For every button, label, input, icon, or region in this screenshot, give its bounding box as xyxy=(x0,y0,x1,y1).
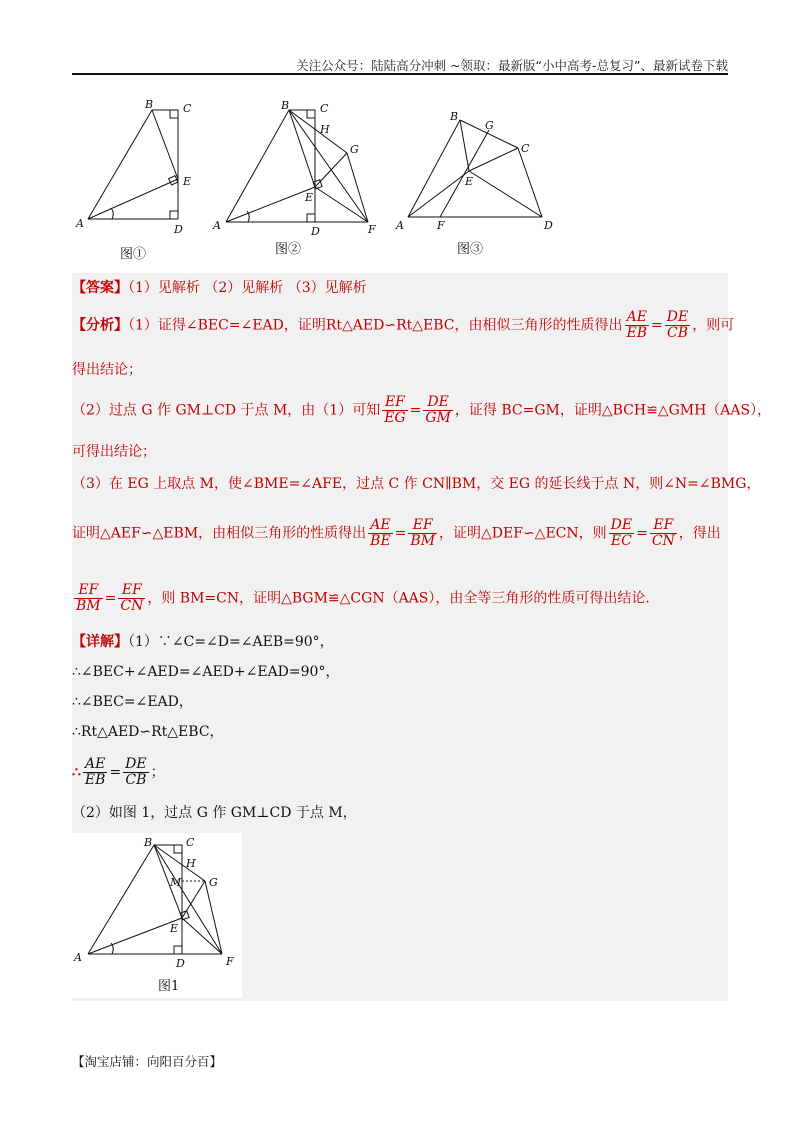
detail-line-3: ∴∠BEC=∠EAD， xyxy=(72,694,193,710)
answer-line xyxy=(72,278,367,298)
fraction: $\frac{DE}{EC}$ xyxy=(610,517,633,549)
fraction: $\frac{EF}{BM}$ xyxy=(410,517,436,549)
fig4-label-f: F xyxy=(226,955,234,968)
fig3-label-b: B xyxy=(450,110,459,123)
therefore-symbol: ∴ xyxy=(72,764,81,781)
fig4-label-c: C xyxy=(186,836,195,849)
analysis-text: （2）过点 G 作 GM⊥CD 于点 M，由（1）可知 xyxy=(72,402,381,419)
analysis-label: 【分析】 xyxy=(72,317,128,334)
analysis-text: （1）证得∠BEC=∠EAD，证明Rt△AED∽Rt△EBC，由相似三角形的性质得出 xyxy=(128,317,623,334)
analysis-text: ，证明△DEF∽△ECN，则 xyxy=(439,525,607,542)
fig2-label-h: H xyxy=(320,123,330,136)
fraction: $\frac{AE}{EB}$ xyxy=(84,756,106,788)
fraction: $\frac{DE}{CB}$ xyxy=(125,756,147,788)
fig1-label-a: A xyxy=(76,217,84,230)
page-header: 关注公众号：陆陆高分冲刺 ~领取：最新版“小中高考-总复习”、最新试卷下载 xyxy=(296,58,728,73)
fig2-label-f: F xyxy=(368,223,376,236)
header-rule xyxy=(72,73,728,75)
geometry-figures xyxy=(72,95,572,270)
analysis-text: ，则 BM=CN，证明△BGM≌△CGN（AAS），由全等三角形的性质可得出结论. xyxy=(147,590,650,607)
fraction: $\frac{DE}{GM}$ xyxy=(425,394,451,426)
fig1-label-b: B xyxy=(145,98,154,111)
fig3-label-c: C xyxy=(521,142,530,155)
analysis-line-4: 可得出结论； xyxy=(72,444,156,460)
detail-line-2: ∴∠BEC+∠AED=∠AED+∠EAD=90°， xyxy=(72,664,340,680)
detail-label: 【详解】 xyxy=(72,634,128,650)
fig4-label-e: E xyxy=(170,922,179,935)
figure-2 xyxy=(212,99,376,257)
fig3-label-e: E xyxy=(465,175,474,188)
fraction: $\frac{EF}{EG}$ xyxy=(384,394,406,426)
detail-line-4: ∴Rt△AED∽Rt△EBC， xyxy=(72,724,224,740)
fig1-caption: 图① xyxy=(120,247,147,262)
analysis-line-5: （3）在 EG 上取点 M，使∠BME=∠AFE，过点 C 作 CN∥BM，交 EG 的延长线于点 N，则∠N=∠BMG， xyxy=(72,476,761,492)
fraction: $\frac{AE}{BE}$ xyxy=(370,517,391,549)
analysis-line-7: $\frac{EF}{BM}$ = $\frac{EF}{CN}$ ，则 BM=CN，证明△BGM≌△CGN（AAS），由全等三角形的性质可得出结论. xyxy=(76,582,650,614)
analysis-line-2: 得出结论； xyxy=(72,362,142,378)
figure-1-detail xyxy=(72,833,242,998)
fraction: $\frac{EF}{BM}$ xyxy=(76,582,101,614)
fig4-label-m: M xyxy=(170,876,182,889)
fig3-label-f: F xyxy=(437,219,445,232)
fig1-label-c: C xyxy=(183,102,192,115)
detail-text: ； xyxy=(150,764,165,781)
analysis-line-1: 【分析】（1）证得∠BEC=∠EAD，证明Rt△AED∽Rt△EBC，由相似三角形的性质得出 $\frac{AE}{EB}$ = $\frac{DE}{CB}$ ，则可 xyxy=(72,309,735,341)
fig2-label-e: E xyxy=(305,191,314,204)
fig3-label-a: A xyxy=(396,219,404,232)
fig2-label-c: C xyxy=(320,102,329,115)
analysis-text: 证明△AEF∽△EBM，由相似三角形的性质得出 xyxy=(72,525,367,542)
answer-text: （1）见解析 （2）见解析 （3）见解析 xyxy=(128,280,367,296)
analysis-text: ，则可 xyxy=(692,317,735,334)
fig3-label-d: D xyxy=(544,219,553,232)
fig4-label-h: H xyxy=(186,857,196,870)
fig1-label-e: E xyxy=(183,175,192,188)
fig1-label-d: D xyxy=(174,223,183,236)
fraction: $\frac{DE}{CB}$ xyxy=(666,309,689,341)
fig4-label-g: G xyxy=(209,876,218,889)
detail-line-1 xyxy=(72,632,334,652)
figure-3 xyxy=(395,110,553,257)
fig2-label-b: B xyxy=(281,99,290,112)
detail-line-5: ∴ $\frac{AE}{EB}$ = $\frac{DE}{CB}$ ； xyxy=(72,756,165,788)
fig2-label-g: G xyxy=(350,143,359,156)
analysis-text: ，得出 xyxy=(678,525,721,542)
fig3-label-g: G xyxy=(485,119,494,132)
fig4-label-b: B xyxy=(144,836,153,849)
fig2-caption: 图② xyxy=(275,242,302,257)
answer-label: 【答案】 xyxy=(72,280,128,296)
fig4-caption: 图1 xyxy=(158,979,180,994)
fraction: $\frac{EF}{CN}$ xyxy=(651,517,675,549)
fig4-label-a: A xyxy=(74,951,82,964)
fraction: $\frac{EF}{CN}$ xyxy=(120,582,144,614)
fig4-label-d: D xyxy=(176,957,185,970)
analysis-text: ，证得 BC=GM，证明△BCH≌△GMH（AAS）， xyxy=(454,402,772,419)
fig2-label-a: A xyxy=(213,219,221,232)
detail-text: （1）∵∠C=∠D=∠AEB=90°， xyxy=(128,634,334,650)
analysis-line-3: （2）过点 G 作 GM⊥CD 于点 M，由（1）可知 $\frac{EF}{EG}$ = $\frac{DE}{GM}$ ，证得 BC=GM，证明△BCH≌△GMH（AAS）， xyxy=(72,394,772,426)
fig3-caption: 图③ xyxy=(457,242,484,257)
page-footer: 【淘宝店铺：向阳百分百】 xyxy=(72,1054,223,1069)
figure-1 xyxy=(75,98,192,262)
analysis-line-6: 证明△AEF∽△EBM，由相似三角形的性质得出 $\frac{AE}{BE}$ = $\frac{EF}{BM}$ ，证明△DEF∽△ECN，则 $\frac{DE}{EC}$ = $\frac{EF}{CN}$ ，得出 xyxy=(72,517,721,549)
fraction: $\frac{AE}{EB}$ xyxy=(626,309,648,341)
fig2-label-d: D xyxy=(311,225,320,238)
detail-line-6: （2）如图 1，过点 G 作 GM⊥CD 于点 M， xyxy=(72,805,357,821)
